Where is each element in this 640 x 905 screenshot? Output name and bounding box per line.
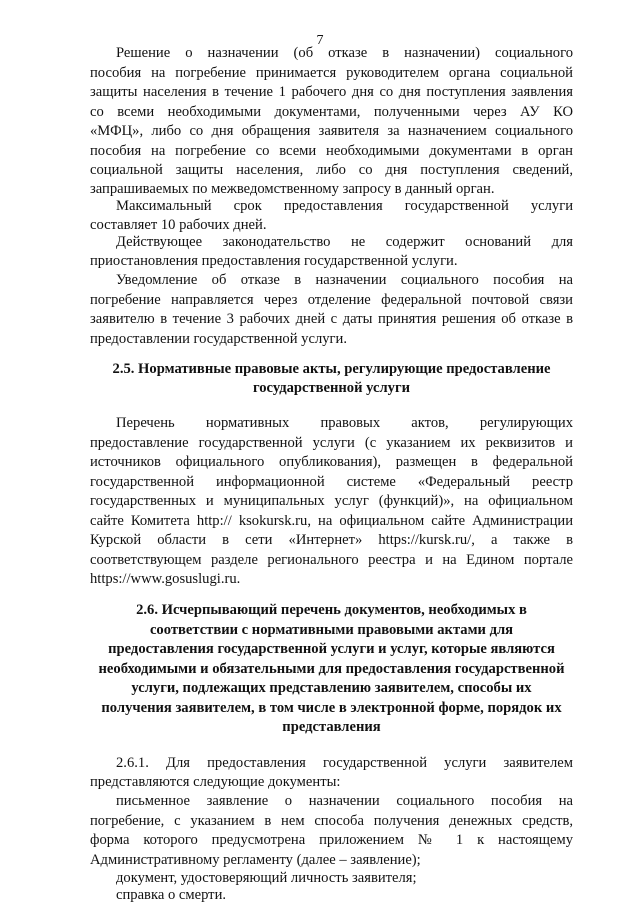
text-line: предоставлении государственной услуги. [90,330,347,347]
text-line: Перечень нормативных правовых актов, регулирующих [116,415,573,432]
text-line: пособия на погребение со всеми необходимыми документами в орган [90,142,573,159]
text-line: защиты населения в течение 1 рабочего дня со дня поступления заявления [90,84,573,100]
text-line: государственных и муниципальных услуг (функций)», на официальном [90,493,573,510]
text-line: сайте Комитета http:// ksokursk.ru, на официальном сайте Администрации [90,512,573,529]
text-line: форма которого предусмотрена приложением № 1 к настоящему [90,832,573,849]
text-line: 2.6.1. Для предоставления государственной услуги заявителем [116,754,573,771]
heading-line: 2.5. Нормативные правовые акты, регулирующие предоставление [112,360,551,377]
text-line: приостановления предоставления государственной услуги. [90,252,458,269]
page-number: 7 [316,33,324,48]
heading-line: соответствии с нормативными правовыми актами для [149,621,514,638]
text-line: соответствующем разделе регионального реестра и на Едином портале [90,551,573,568]
heading-line: необходимыми и обязательными для предоставления государственной [98,660,565,677]
text-line: Максимальный срок предоставления государственной услуги [116,198,573,214]
text-line: справка о смерти. [116,887,227,903]
text-line: «МФЦ», либо со дня обращения заявителя за назначением социального [90,123,573,139]
text-line: со всеми необходимыми документами, полученными через АУ КО [90,103,573,120]
text-line: заявителю в течение 3 рабочих дней с даты принятия решения об отказе в [90,311,573,327]
text-line: пособия на погребение принимается руководителем органа социальной [90,64,573,81]
text-line: Решение о назначении (об отказе в назначении) социального [116,45,573,61]
text-line: составляет 10 рабочих дней. [90,216,267,233]
heading-line: услуги, подлежащих представлению заявителем, способы их [131,680,532,697]
heading-line: получения заявителем, в том числе в электронной форме, порядок их [101,699,562,716]
text-line: запрашиваемых по межведомственному запросу в данный орган. [90,181,495,198]
text-line: погребение, с указанием в нем способа получения денежных средств, [90,812,573,829]
text-line: Действующее законодательство не содержит оснований для [116,234,573,251]
text-line: предоставление государственной услуги (с указанием их реквизитов и [90,434,573,451]
text-line: Уведомление об отказе в назначении социального пособия на [116,272,573,289]
text-line: https://www.gosuslugi.ru. [90,571,241,588]
text-line: документ, удостоверяющий личность заявителя; [116,869,417,886]
text-line: источников официального опубликования), размещен в федеральной [90,454,573,471]
text-line: письменное заявление о назначении социального пособия на [116,793,573,810]
text-line: социальной защиты населения, либо со дня поступления сведений, [90,161,573,178]
text-line: Курской области в сети «Интернет» https://kursk.ru/, а также в [90,532,573,549]
text-line: погребение направляется через отделение федеральной почтовой связи [90,291,573,308]
heading-line: 2.6. Исчерпывающий перечень документов, необходимых в [136,602,527,619]
heading-line: государственной услуги [252,380,411,397]
text-line: Административному регламенту (далее – заявление); [90,851,421,868]
heading-line: представления [282,719,381,736]
heading-line: предоставления государственной услуги и услуг, которые являются [108,641,555,658]
text-line: государственной информационной системе «Федеральный реестр [90,473,573,490]
text-line: представляются следующие документы: [90,774,341,790]
